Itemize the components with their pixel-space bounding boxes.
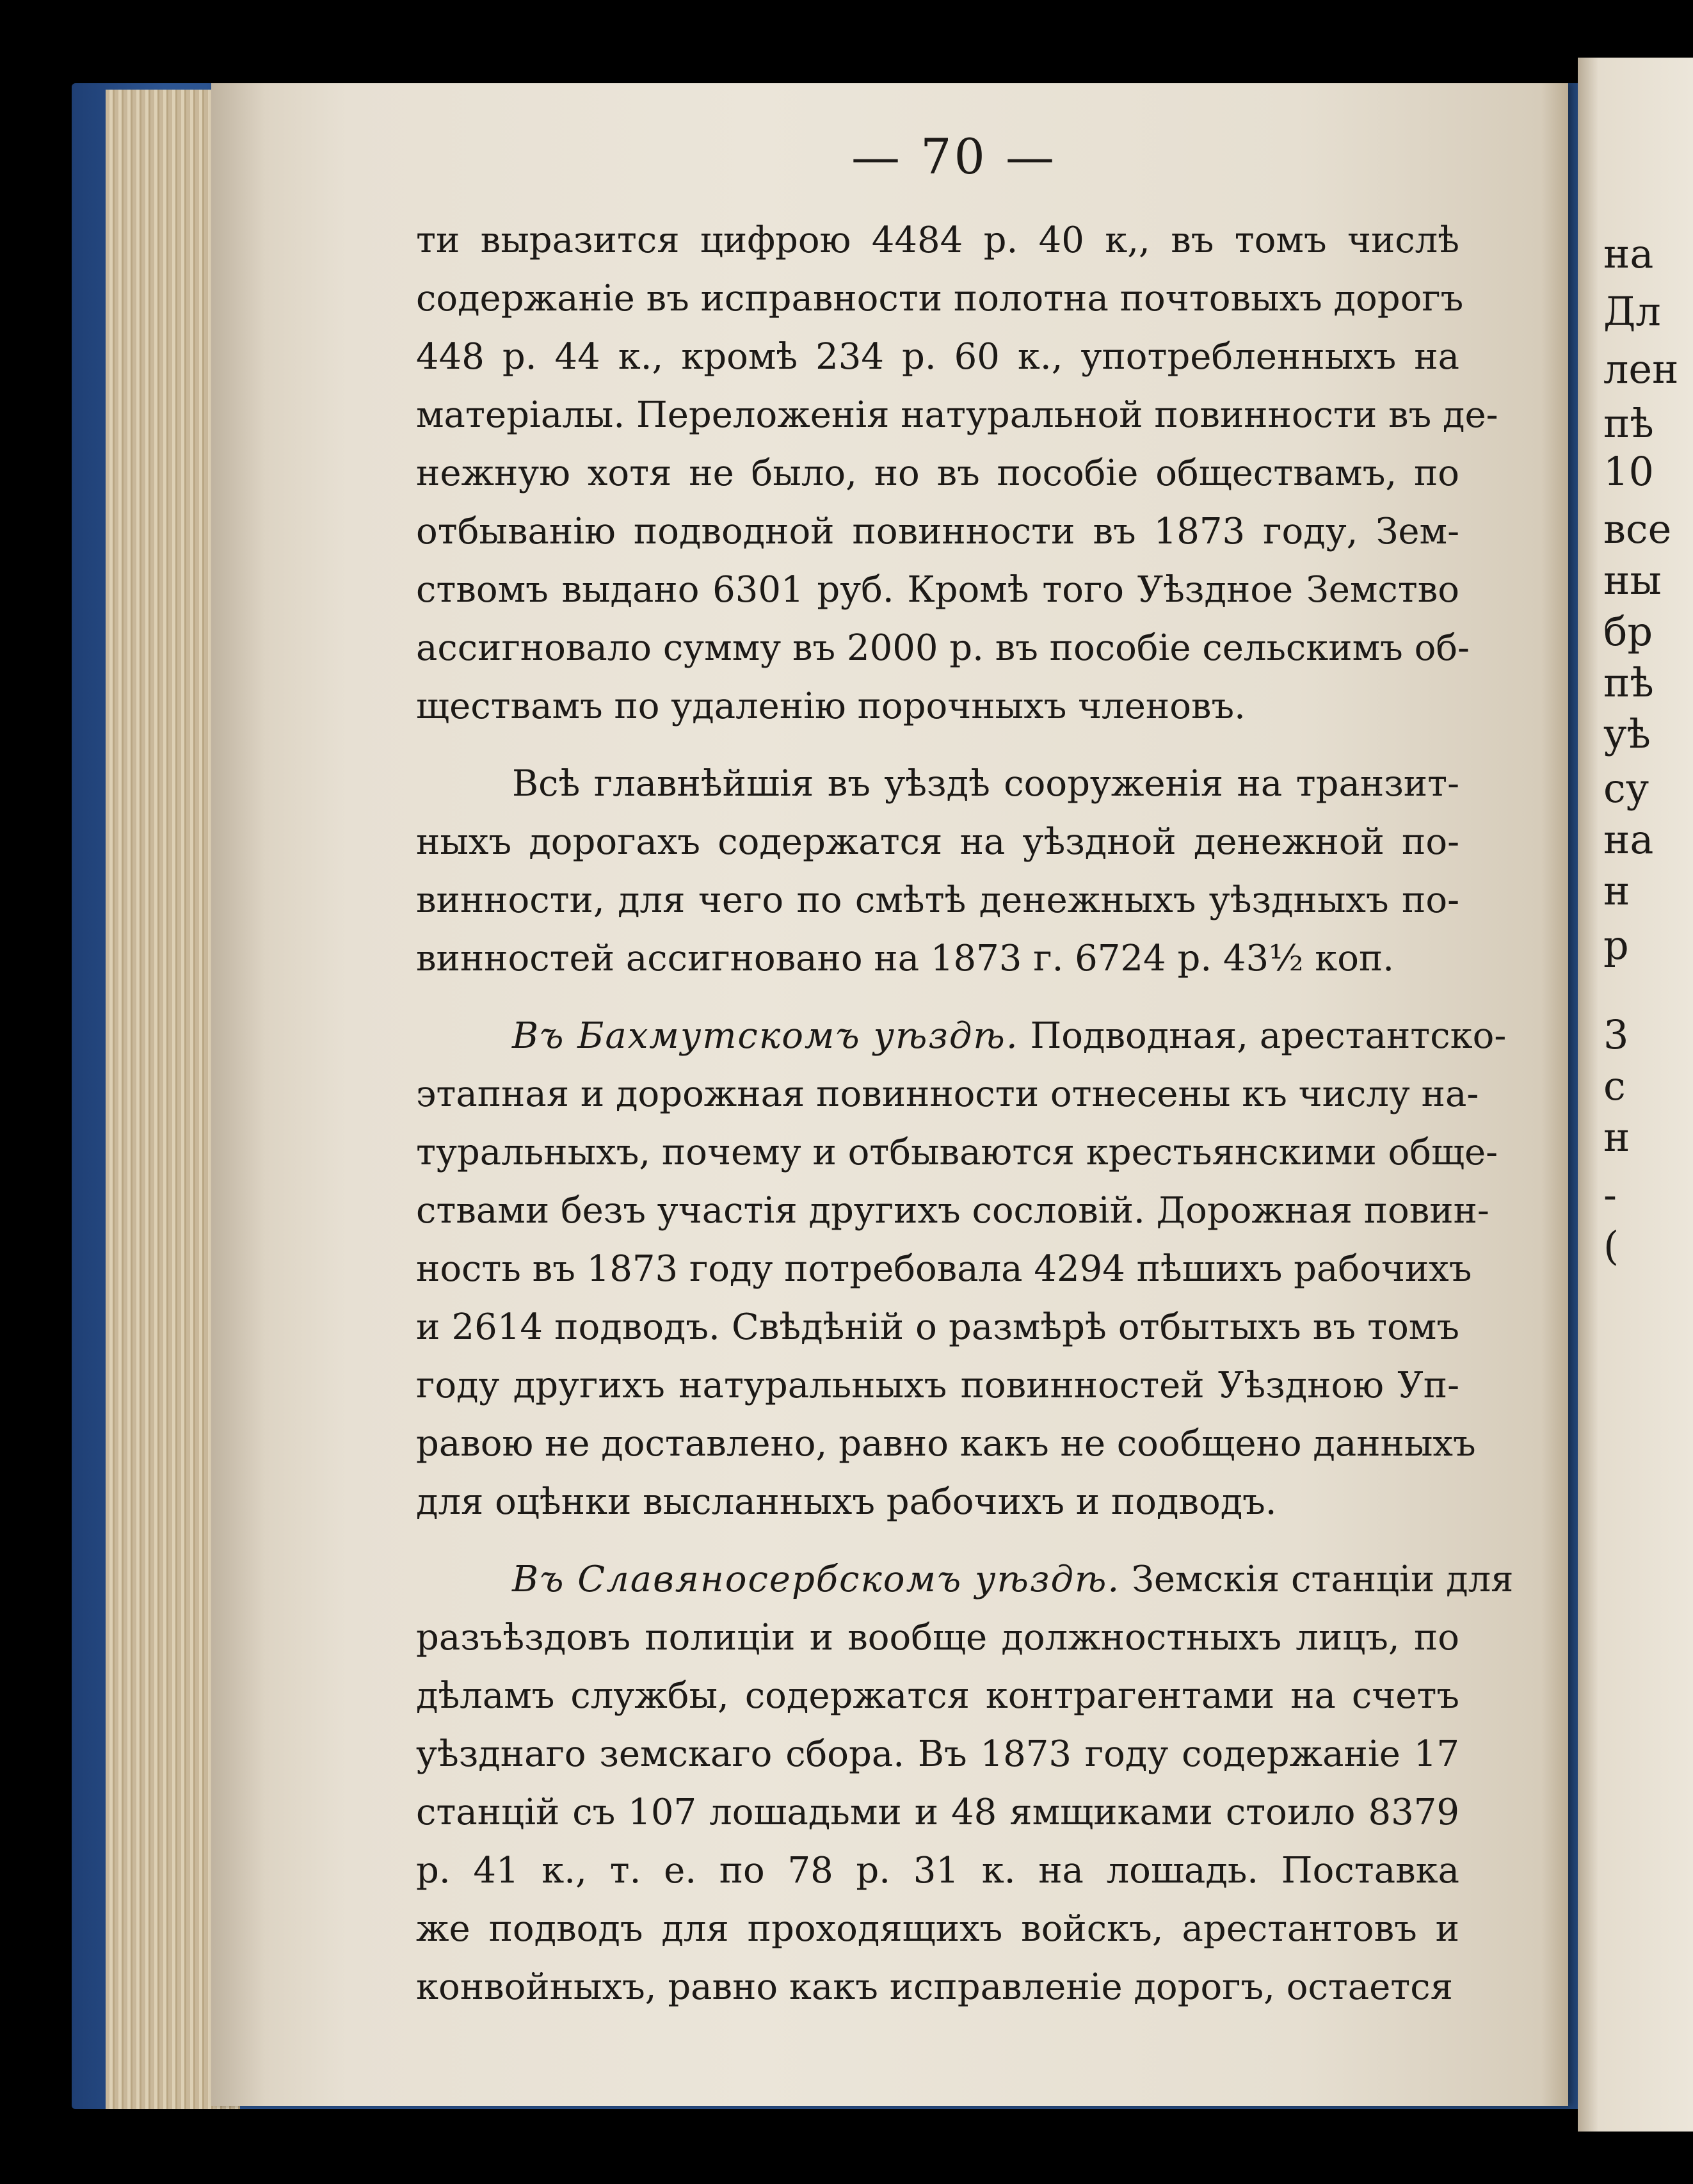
text-line: для оцѣнки высланныхъ рабочихъ и подводъ. [416, 1481, 1277, 1523]
text-line: ассигновало сумму въ 2000 р. въ пособіе сельскимъ об- [416, 627, 1470, 669]
text-line: ность въ 1873 году потребовала 4294 пѣшихъ рабочихъ [416, 1248, 1472, 1290]
next-page-fragment: с [1603, 1063, 1626, 1109]
next-page-fragment: пѣ [1603, 400, 1654, 447]
next-page-fragment: н [1603, 1114, 1630, 1160]
text-line: ныхъ дорогахъ содержатся на уѣздной денежной по- [416, 821, 1459, 863]
district-heading: Въ Славяносербскомъ уѣздѣ. [512, 1559, 1121, 1600]
text-line [416, 1550, 1514, 1609]
district-heading: Въ Бахмутскомъ уѣздѣ. [512, 1015, 1019, 1057]
next-page-fragment: ( [1603, 1223, 1619, 1269]
next-page-fragment: все [1603, 506, 1672, 552]
text-line: равою не доставлено, равно какъ не сообщено данныхъ [416, 1423, 1476, 1465]
next-page-fragment: 10 [1603, 448, 1654, 495]
text-line [416, 1007, 1507, 1065]
text-line: винности, для чего по смѣтѣ денежныхъ уѣздныхъ по- [416, 879, 1459, 921]
next-page-fragment: 3 [1603, 1011, 1629, 1058]
text-line: этапная и дорожная повинности отнесены къ числу на- [416, 1073, 1479, 1115]
text-line: винностей ассигновано на 1873 г. 6724 р. 43½ коп. [416, 938, 1395, 979]
text-line: р. 41 к., т. е. по 78 р. 31 к. на лошадь. Поставка [416, 1850, 1459, 1891]
next-page-fragment: на [1603, 816, 1654, 863]
text-line: отбыванію подводной повинности въ 1873 году, Зем- [416, 511, 1459, 552]
next-page-fragment: - [1603, 1171, 1617, 1218]
text-line: содержаніе въ исправности полотна почтовыхъ дорогъ [416, 278, 1464, 319]
text-line: разъѣздовъ полиціи и вообще должностныхъ лицъ, по [416, 1617, 1459, 1658]
paragraph [416, 1550, 1514, 2016]
text-line: дѣламъ службы, содержатся контрагентами на счетъ [416, 1675, 1459, 1717]
text-line: матеріалы. Переложенія натуральной повинности въ де- [416, 394, 1498, 436]
text-line: и 2614 подводъ. Свѣдѣній о размѣрѣ отбытыхъ въ томъ [416, 1306, 1459, 1348]
text-line: 448 р. 44 к., кромѣ 234 р. 60 к., употребленныхъ на [416, 336, 1459, 378]
text-line: ществамъ по удаленію порочныхъ членовъ. [416, 686, 1246, 727]
page-body-text [416, 211, 1514, 2016]
paragraph [416, 1007, 1507, 1531]
next-page-fragment: ны [1603, 557, 1662, 604]
next-page-fragment: р [1603, 922, 1629, 968]
text-line: конвойныхъ, равно какъ исправленіе дорогъ, остается [416, 1966, 1453, 2008]
paragraph [416, 755, 1459, 988]
text-line: ствомъ выдано 6301 руб. Кромѣ того Уѣздное Земство [416, 569, 1459, 611]
paragraph [416, 211, 1498, 735]
text-line: ти выразится цифрою 4484 р. 40 к,, въ томъ числѣ [416, 220, 1459, 261]
next-page-fragment: пѣ [1603, 659, 1654, 706]
text-line: туральныхъ, почему и отбываются крестьянскими обще- [416, 1132, 1498, 1173]
next-page [1578, 58, 1693, 2132]
text-line: ствами безъ участія другихъ сословій. Дорожная повин- [416, 1190, 1489, 1232]
text-line-rest: Земскія станціи для [1120, 1559, 1514, 1600]
text-line: Всѣ главнѣйшія въ уѣздѣ сооруженія на транзит- [512, 763, 1459, 805]
text-line: уѣзднаго земскаго сбора. Въ 1873 году содержаніе 17 [416, 1733, 1459, 1775]
text-line: нежную хотя не было, но въ пособіе обществамъ, по [416, 453, 1459, 494]
next-page-fragment: бр [1603, 608, 1653, 655]
text-line: станцій съ 107 лошадьми и 48 ямщиками стоило 8379 [416, 1792, 1459, 1833]
page-number: — 70 — [851, 128, 1057, 185]
next-page-fragment: н [1603, 867, 1630, 914]
text-line-rest: Подводная, арестантско- [1018, 1015, 1507, 1057]
next-page-fragment: лен [1603, 346, 1679, 392]
next-page-fragment: на [1603, 230, 1654, 277]
next-page-fragment: су [1603, 765, 1649, 812]
text-line: году другихъ натуральныхъ повинностей Уѣздною Уп- [416, 1365, 1459, 1406]
next-page-fragment: Дл [1603, 288, 1661, 335]
text-line: же подводъ для проходящихъ войскъ, арестантовъ и [416, 1908, 1459, 1950]
next-page-fragment: уѣ [1603, 711, 1651, 757]
